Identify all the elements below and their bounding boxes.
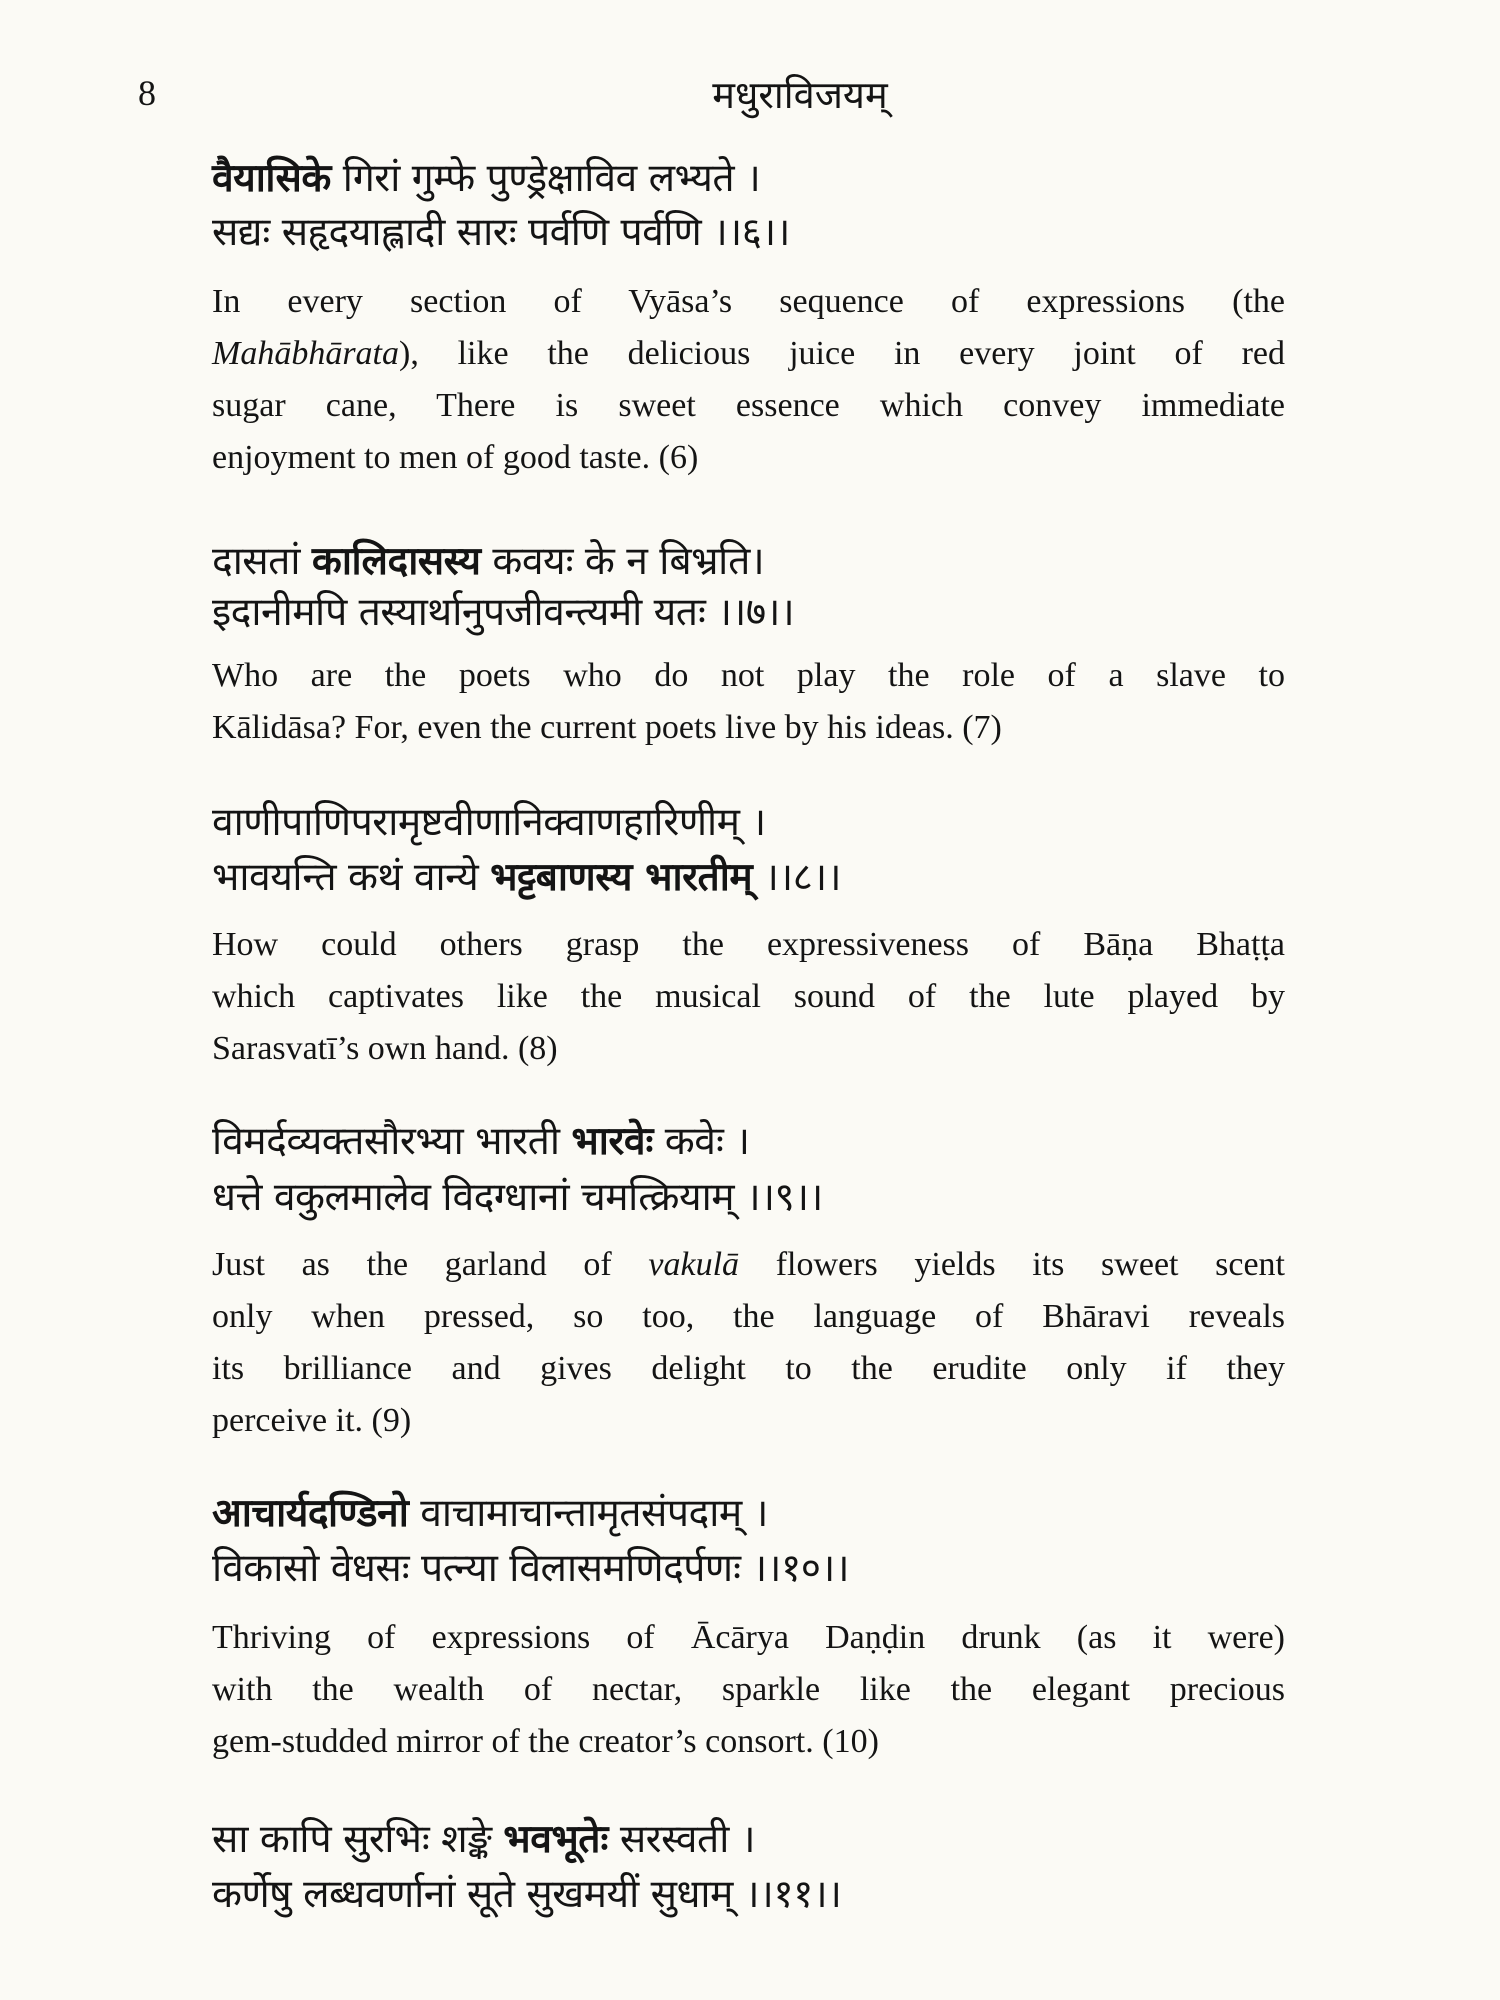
text: भावयन्ति कथं वान्ये xyxy=(212,855,491,900)
translation-line: Who are the poets who do not play the role of a slave to xyxy=(212,657,1285,694)
translation-line: perceive it. (9) xyxy=(212,1402,412,1439)
translation xyxy=(212,1612,1285,1768)
bold-name: भवभूतेः xyxy=(503,1817,608,1862)
translation-line: enjoyment to men of good taste. (6) xyxy=(212,439,699,476)
translation-line: gem-studded mirror of the creator’s consort. (10) xyxy=(212,1723,879,1760)
sanskrit-line xyxy=(212,1169,823,1222)
translation-line: sugar cane, There is sweet essence which convey immediate xyxy=(212,387,1285,424)
sanskrit-line xyxy=(212,1485,768,1538)
text: वाचामाचान्तामृतसंपदाम् । xyxy=(408,1491,768,1536)
text: कर्णेषु लब्धवर्णानां सूते सुखमयीं सुधाम् ।।११।। xyxy=(212,1872,842,1917)
italic-title: Mahābhārata xyxy=(212,335,399,372)
text: दासतां xyxy=(212,539,312,584)
translation-line: Thriving of expressions of Ācārya Daṇḍin drunk (as it were) xyxy=(212,1619,1285,1656)
sanskrit-line xyxy=(212,533,764,586)
text: कवयः के न बिभ्रति। xyxy=(480,539,765,584)
translation-line xyxy=(212,1239,1285,1291)
translation-line: How could others grasp the expressiveness of Bāṇa Bhaṭṭa xyxy=(212,926,1285,963)
text: Just as the garland of xyxy=(212,1246,649,1283)
text: ।।८।। xyxy=(752,855,841,900)
bold-name: वैयासिके xyxy=(212,156,331,201)
page-number: 8 xyxy=(138,73,156,113)
sanskrit-line xyxy=(212,150,760,203)
text: इदानीमपि तस्यार्थानुपजीवन्त्यमी यतः ।।७।। xyxy=(212,590,795,635)
text: विमर्दव्यक्तसौरभ्या भारती xyxy=(212,1119,572,1164)
sanskrit-line xyxy=(212,1540,849,1593)
translation-line xyxy=(212,328,1285,380)
translation xyxy=(212,1239,1285,1447)
sanskrit-line xyxy=(212,1113,750,1166)
sanskrit-line xyxy=(212,849,841,902)
translation-line: only when pressed, so too, the language of Bhāravi reveals xyxy=(212,1298,1285,1335)
italic-term: vakulā xyxy=(648,1246,740,1283)
sanskrit-line xyxy=(212,794,766,847)
sanskrit-line xyxy=(212,204,790,257)
text: सा कापि सुरभिः शङ्के xyxy=(212,1817,504,1862)
text: सद्यः सहृदयाह्लादी सारः पर्वणि पर्वणि ।।६।। xyxy=(212,210,790,255)
sanskrit-line xyxy=(212,1811,755,1864)
bold-name: कालिदासस्य xyxy=(311,539,481,584)
text: विकासो वेधसः पत्न्या विलासमणिदर्पणः ।।१०।। xyxy=(212,1546,850,1591)
bold-name: आचार्यदण्डिनो xyxy=(212,1491,409,1536)
translation xyxy=(212,276,1285,484)
translation-line: In every section of Vyāsa’s sequence of expressions (the xyxy=(212,283,1285,320)
bold-name: भट्टबाणस्य भारतीम् xyxy=(490,855,753,900)
translation-line: which captivates like the musical sound of the lute played by xyxy=(212,978,1285,1015)
translation-line: with the wealth of nectar, sparkle like the elegant precious xyxy=(212,1671,1285,1708)
running-header: मधुराविजयम् xyxy=(712,73,888,117)
text: सरस्वती । xyxy=(607,1817,755,1862)
text: गिरां गुम्फे पुण्ड्रेक्षाविव लभ्यते । xyxy=(330,156,761,201)
text: धत्ते वकुलमालेव विदग्धानां चमत्क्रियाम् ।।९।। xyxy=(212,1175,823,1220)
translation xyxy=(212,650,1285,754)
sanskrit-line xyxy=(212,1866,841,1919)
bold-name: भारवेः xyxy=(571,1119,653,1164)
translation xyxy=(212,919,1285,1075)
text: ), like the delicious juice in every joint of red xyxy=(399,335,1285,372)
translation-line: Kālidāsa? For, even the current poets live by his ideas. (7) xyxy=(212,709,1002,746)
translation-line: its brilliance and gives delight to the erudite only if they xyxy=(212,1350,1285,1387)
text: flowers yields its sweet scent xyxy=(739,1246,1286,1283)
text: कवेः । xyxy=(652,1119,750,1164)
sanskrit-line xyxy=(212,584,794,637)
translation-line: Sarasvatī’s own hand. (8) xyxy=(212,1030,558,1067)
text: वाणीपाणिपरामृष्टवीणानिक्वाणहारिणीम् । xyxy=(212,800,766,845)
